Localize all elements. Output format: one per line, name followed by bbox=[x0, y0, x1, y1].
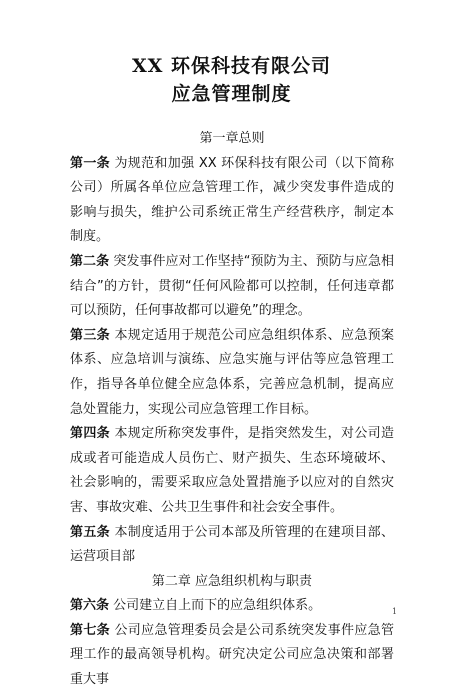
article-4 bbox=[70, 422, 394, 520]
article-text: 突发事件应对工作坚持“预防为主、预防与应急相结合”的方针，贯彻“任何风险都可以控制，任何违章都可以预防，任何事故都可以避免”的理念。 bbox=[70, 253, 394, 319]
article-2 bbox=[70, 250, 394, 324]
article-label: 第七条 bbox=[70, 622, 110, 638]
article-6 bbox=[70, 594, 394, 619]
document-title: 应急管理制度 bbox=[171, 83, 292, 105]
page-number: 1 bbox=[392, 607, 398, 616]
article-7 bbox=[70, 619, 394, 693]
article-label: 第五条 bbox=[70, 524, 110, 540]
article-text: 本规定所称突发事件，是指突然发生，对公司造成或者可能造成人员伤亡、财产损失、生态环境破坏、社会影响的，需要采取应急处置措施予以应对的自然灾害、事故灾难、公共卫生事件和社会安全事件。 bbox=[70, 426, 394, 515]
document-body bbox=[70, 127, 394, 693]
article-text: 本制度适用于公司本部及所管理的在建项目部、运营项目部 bbox=[70, 524, 394, 565]
article-label: 第四条 bbox=[70, 426, 110, 442]
chapter-heading-2: 第二章 应急组织机构与职责 bbox=[151, 573, 313, 589]
article-3 bbox=[70, 324, 394, 422]
article-text: 公司应急管理委员会是公司系统突发事件应急管理工作的最高领导机构。研究决定公司应急决策和部署重大事 bbox=[70, 622, 394, 688]
article-label: 第一条 bbox=[70, 155, 110, 171]
article-label: 第三条 bbox=[70, 327, 110, 343]
article-5 bbox=[70, 521, 394, 570]
article-text: 公司建立自上而下的应急组织体系。 bbox=[113, 598, 322, 614]
article-label: 第六条 bbox=[70, 598, 110, 614]
article-text: 本规定适用于规范公司应急组织体系、应急预案体系、应急培训与演练、应急实施与评估等应急管理工作，指导各单位健全应急体系，完善应急机制，提高应急处置能力，实现公司应急管理工作目标。 bbox=[70, 327, 394, 417]
article-text: 为规范和加强 XX 环保科技有限公司（以下简称公司）所属各单位应急管理工作，减少突发事件造成的影响与损失，维护公司系统正常生产经营秩序，制定本制度。 bbox=[70, 155, 395, 245]
chapter-heading-1: 第一章总则 bbox=[199, 131, 265, 146]
company-title: XX 环保科技有限公司 bbox=[131, 55, 332, 77]
article-1 bbox=[70, 152, 394, 250]
article-label: 第二条 bbox=[70, 253, 110, 269]
